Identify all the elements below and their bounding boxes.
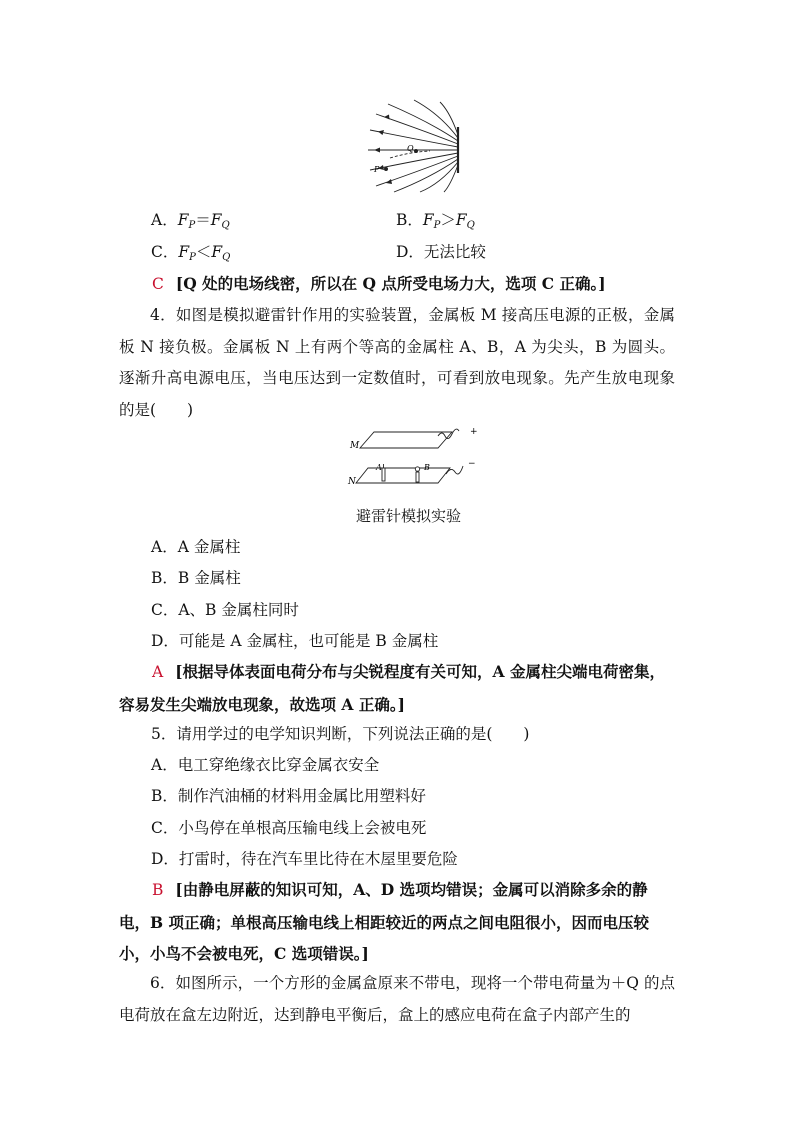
q3-option-c: C．$F_P<F_Q$ <box>151 243 231 263</box>
q5-option-a: A．电工穿绝缘衣比穿金属衣安全 <box>151 756 380 774</box>
q4-stem: 4．如图是模拟避雷针作用的实验装置，金属板 M 接高压电源的正极，金属板 N 接负极。金属板 N 上有两个等高的金属柱 A、B，A 为尖头，B 为圆头。逐渐升高电源电压，当电压达到一定数值时，可看到放电现象。先产生放电现象的是( ) <box>119 306 675 419</box>
field-lines-figure <box>360 100 470 192</box>
q5-option-b: B．制作汽油桶的材料用金属比用塑料好 <box>151 787 426 805</box>
q5-option-c: C．小鸟停在单根高压输电线上会被电死 <box>151 819 427 837</box>
q3-answer-explanation: [Q 处的电场线密，所以在 Q 点所受电场力大，选项 C 正确。] <box>175 274 606 293</box>
q5-answer <box>119 874 675 970</box>
q4-option-d: D．可能是 A 金属柱，也可能是 B 金属柱 <box>151 632 439 650</box>
q5-answer-letter: B <box>152 881 164 899</box>
rod-a-label: A <box>376 463 382 472</box>
q5-option-d: D．打雷时，待在汽车里比待在木屋里要危险 <box>151 850 458 868</box>
q4-answer-explanation: [根据导体表面电荷分布与尖锐程度有关可知，A 金属柱尖端电荷密集，容易发生尖端放电现象，故选项 A 正确。] <box>119 662 665 714</box>
q5-stem: 5．请用学过的电学知识判断，下列说法正确的是( ) <box>151 725 530 743</box>
lightning-rod-figure <box>346 428 482 492</box>
q4-figure-caption: 避雷针模拟实验 <box>356 507 462 525</box>
q3-option-b: B．$F_P>F_Q$ <box>396 211 475 231</box>
q4-answer-letter: A <box>152 663 164 681</box>
q6-stem: 6．如图所示，一个方形的金属盒原来不带电，现将一个带电荷量为＋Q 的点电荷放在盒左边附近，达到静电平衡后，盒上的感应电荷在盒子内部产生的 <box>119 974 675 1024</box>
q5-answer-explanation: [由静电屏蔽的知识可知，A、D 选项均错误；金属可以消除多余的静电，B 项正确；单根高压输电线上相距较近的两点之间电阻很小，因而电压较小，小鸟不会被电死，C 选项错误。] <box>119 880 649 963</box>
q4-option-c: C．A、B 金属柱同时 <box>151 601 299 619</box>
point-q-label: Q <box>407 144 414 153</box>
q3-option-a: A．$F_P=F_Q$ <box>151 211 230 231</box>
q3-option-d: D．无法比较 <box>396 243 486 261</box>
q4-option-a: A．A 金属柱 <box>151 538 241 556</box>
rod-b-label: B <box>424 463 430 472</box>
q4-answer <box>119 656 675 720</box>
q4-option-b: B．B 金属柱 <box>151 569 241 587</box>
q3-answer-letter: C <box>152 275 164 293</box>
negative-terminal-label: − <box>468 459 476 469</box>
point-p-label: P <box>374 165 380 174</box>
plate-m-label: M <box>350 441 360 451</box>
plate-n-label: N <box>348 477 356 487</box>
q3-answer <box>119 268 675 301</box>
positive-terminal-label: + <box>470 427 478 437</box>
